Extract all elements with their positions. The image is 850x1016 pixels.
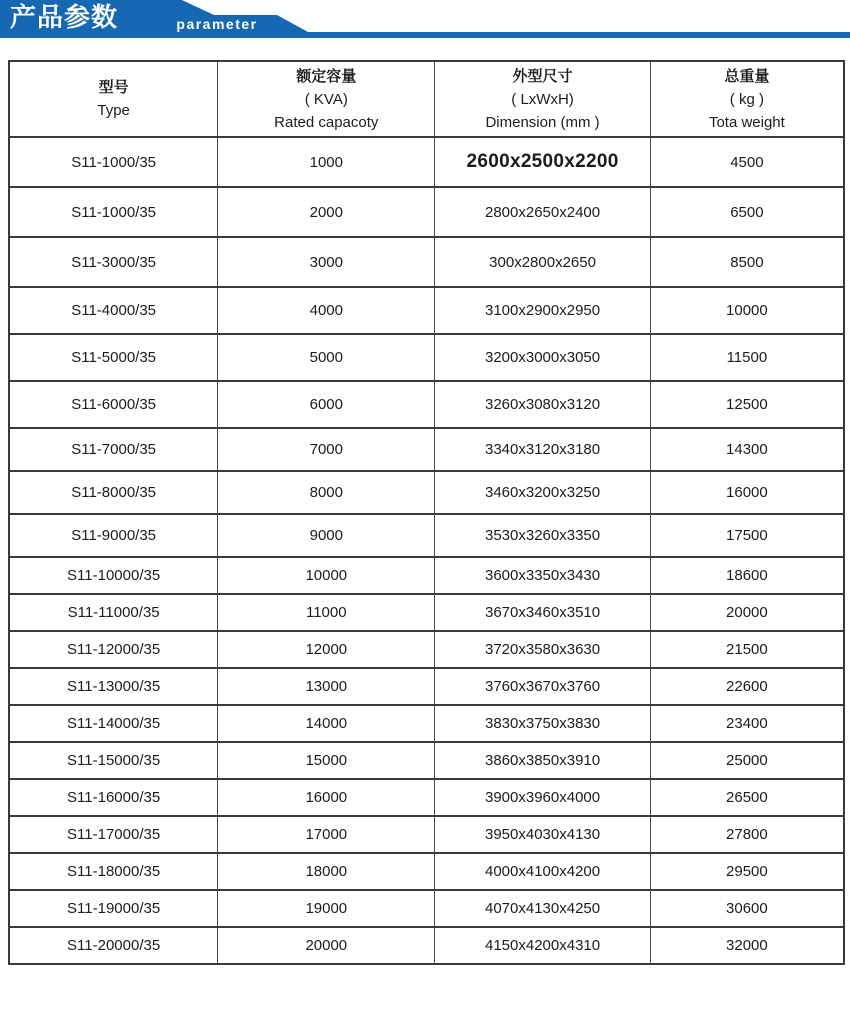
cell-capacity: 19000 [218,890,435,927]
column-header-model [9,61,218,137]
table-row [9,514,844,557]
cell-weight: 10000 [650,287,844,334]
product-parameters-section [0,60,850,965]
table-row [9,816,844,853]
cell-weight: 23400 [650,705,844,742]
header-line: ( KVA) [304,90,348,108]
cell-weight: 6500 [650,187,844,237]
cell-weight: 11500 [650,334,844,381]
cell-capacity: 20000 [218,927,435,964]
header-line: Tota weight [708,113,785,131]
cell-weight: 20000 [650,594,844,631]
cell-dimension: 3530x3260x3350 [435,514,650,557]
cell-capacity: 15000 [218,742,435,779]
cell-weight: 29500 [650,853,844,890]
cell-model: S11-20000/35 [9,927,218,964]
cell-dimension: 300x2800x2650 [435,237,650,287]
cell-dimension: 3760x3670x3760 [435,668,650,705]
cell-dimension: 3860x3850x3910 [435,742,650,779]
cell-dimension: 3900x3960x4000 [435,779,650,816]
table-row [9,428,844,471]
header-line: ( LxWxH) [511,90,574,108]
table-row [9,890,844,927]
cell-dimension: 3340x3120x3180 [435,428,650,471]
cell-weight: 27800 [650,816,844,853]
cell-dimension: 2800x2650x2400 [435,187,650,237]
table-row [9,631,844,668]
cell-capacity: 18000 [218,853,435,890]
cell-weight: 26500 [650,779,844,816]
cell-model: S11-18000/35 [9,853,218,890]
header-line: 额定容量 [296,67,357,85]
cell-dimension: 4070x4130x4250 [435,890,650,927]
table-row [9,779,844,816]
cell-model: S11-15000/35 [9,742,218,779]
cell-model: S11-1000/35 [9,187,218,237]
banner-title: 产品参数 [10,2,119,32]
cell-capacity: 3000 [218,237,435,287]
header-line: Rated capacoty [274,113,379,131]
table-row [9,334,844,381]
parameters-table [8,60,845,965]
cell-capacity: 2000 [218,187,435,237]
cell-capacity: 17000 [218,816,435,853]
cell-weight: 21500 [650,631,844,668]
header-row [9,61,844,137]
header-line: ( kg ) [729,90,764,108]
cell-model: S11-16000/35 [9,779,218,816]
cell-dimension: 2600x2500x2200 [435,137,650,187]
cell-dimension: 3950x4030x4130 [435,816,650,853]
cell-model: S11-1000/35 [9,137,218,187]
header-line: 总重量 [724,67,770,85]
banner-subtitle: parameter [176,16,258,32]
cell-model: S11-7000/35 [9,428,218,471]
cell-dimension: 3720x3580x3630 [435,631,650,668]
cell-model: S11-10000/35 [9,557,218,594]
cell-capacity: 1000 [218,137,435,187]
cell-weight: 12500 [650,381,844,428]
cell-model: S11-5000/35 [9,334,218,381]
column-header-weight [650,61,844,137]
cell-weight: 25000 [650,742,844,779]
cell-weight: 18600 [650,557,844,594]
table-row [9,742,844,779]
cell-capacity: 16000 [218,779,435,816]
column-header-dimension [435,61,650,137]
cell-weight: 14300 [650,428,844,471]
cell-model: S11-12000/35 [9,631,218,668]
cell-capacity: 11000 [218,594,435,631]
cell-dimension: 3200x3000x3050 [435,334,650,381]
cell-model: S11-17000/35 [9,816,218,853]
table-row [9,668,844,705]
cell-capacity: 7000 [218,428,435,471]
table-row [9,594,844,631]
cell-weight: 22600 [650,668,844,705]
cell-capacity: 4000 [218,287,435,334]
table-row [9,471,844,514]
cell-capacity: 8000 [218,471,435,514]
cell-model: S11-9000/35 [9,514,218,557]
cell-capacity: 14000 [218,705,435,742]
cell-model: S11-14000/35 [9,705,218,742]
cell-dimension: 3600x3350x3430 [435,557,650,594]
table-row [9,237,844,287]
cell-model: S11-8000/35 [9,471,218,514]
header-line: 型号 [98,79,129,96]
cell-weight: 4500 [650,137,844,187]
cell-dimension: 3830x3750x3830 [435,705,650,742]
cell-capacity: 12000 [218,631,435,668]
table-row [9,853,844,890]
table-row [9,557,844,594]
header-line: Type [97,102,130,119]
cell-capacity: 9000 [218,514,435,557]
table-row [9,137,844,187]
cell-weight: 17500 [650,514,844,557]
section-banner [0,0,850,38]
cell-dimension: 3670x3460x3510 [435,594,650,631]
cell-model: S11-4000/35 [9,287,218,334]
cell-model: S11-3000/35 [9,237,218,287]
cell-dimension: 3460x3200x3250 [435,471,650,514]
cell-dimension: 4150x4200x4310 [435,927,650,964]
table-row [9,705,844,742]
cell-dimension: 4000x4100x4200 [435,853,650,890]
cell-dimension: 3100x2900x2950 [435,287,650,334]
table-row [9,927,844,964]
cell-weight: 16000 [650,471,844,514]
table-row [9,287,844,334]
cell-capacity: 10000 [218,557,435,594]
cell-weight: 30600 [650,890,844,927]
cell-capacity: 5000 [218,334,435,381]
cell-model: S11-19000/35 [9,890,218,927]
column-header-capacity [218,61,435,137]
table-row [9,187,844,237]
cell-model: S11-11000/35 [9,594,218,631]
table-row [9,381,844,428]
cell-model: S11-6000/35 [9,381,218,428]
cell-weight: 32000 [650,927,844,964]
header-line: Dimension (mm ) [485,113,600,131]
cell-capacity: 6000 [218,381,435,428]
banner-ribbon-shape [0,0,850,38]
header-line: 外型尺寸 [512,67,573,85]
cell-capacity: 13000 [218,668,435,705]
cell-model: S11-13000/35 [9,668,218,705]
cell-dimension: 3260x3080x3120 [435,381,650,428]
cell-weight: 8500 [650,237,844,287]
